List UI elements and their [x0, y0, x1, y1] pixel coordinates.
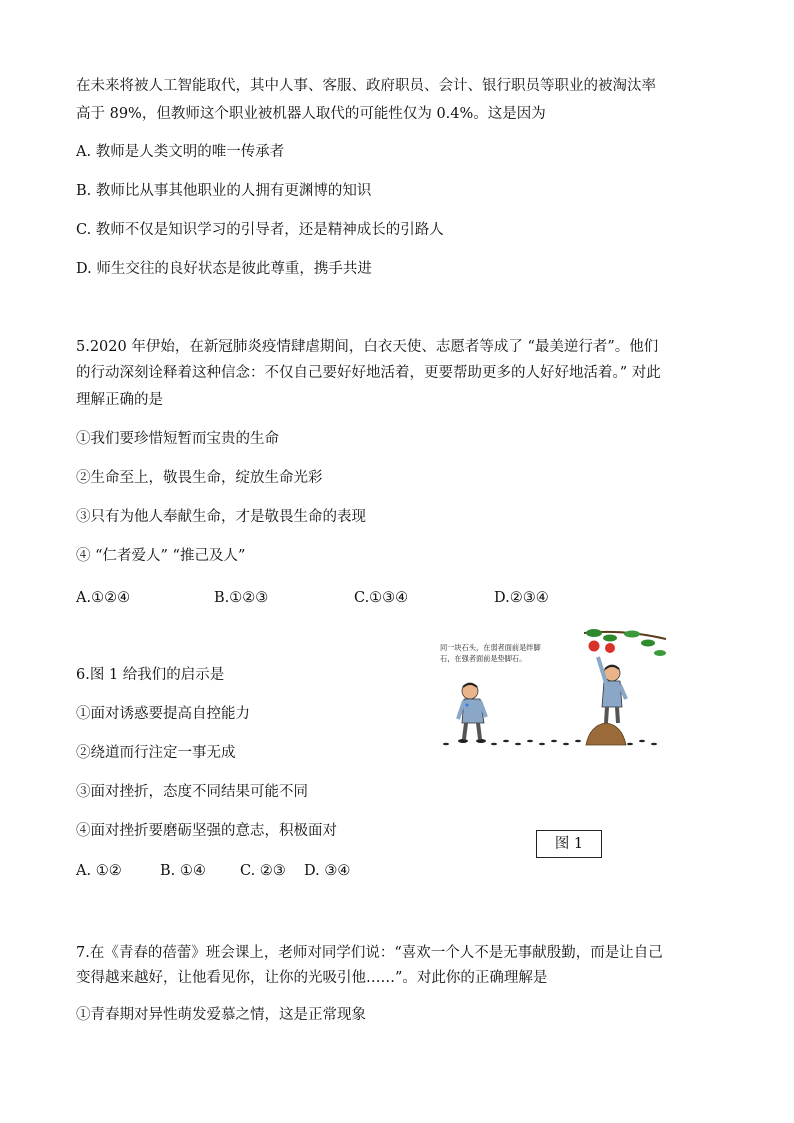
q5-stem-line-3: 理解正确的是 [76, 392, 163, 408]
q6-statement-2: ②绕道而行注定一事无成 [76, 745, 236, 761]
apple-icon [589, 641, 600, 652]
q4-option-c: C. 教师不仅是知识学习的引导者，还是精神成长的引路人 [76, 222, 444, 238]
q5-choice-c: C.①③④ [354, 590, 409, 606]
q4-stem-line-1: 在未来将被人工智能取代，其中人事、客服、政府职员、会计、银行职员等职业的被淘汰率 [76, 78, 656, 94]
figure-caption-line-2: 石，在强者面前是垫脚石。 [440, 654, 527, 663]
q6-statement-1: ①面对诱惑要提高自控能力 [76, 706, 250, 722]
q7-stem-line-1: 7.在《青春的蓓蕾》班会课上，老师对同学们说：“喜欢一个人不是无事献殷勤，而是让自己 [76, 945, 663, 961]
q4-option-d: D. 师生交往的良好状态是彼此尊重，携手共进 [76, 261, 372, 277]
q6-choice-b: B. ①④ [160, 863, 206, 879]
q4-stem-line-2: 高于 89%，但教师这个职业被机器人取代的可能性仅为 0.4%。这是因为 [76, 106, 546, 122]
q6-statement-3: ③面对挫折，态度不同结果可能不同 [76, 784, 308, 800]
q6-statement-4: ④面对挫折要磨砺坚强的意志，积极面对 [76, 823, 337, 839]
q6-choice-a: A. ①② [76, 863, 122, 879]
q5-stem-line-1: 5.2020 年伊始，在新冠肺炎疫情肆虐期间，白衣天使、志愿者等成了 “最美逆行者”。他们 [76, 339, 659, 355]
q5-statement-1: ①我们要珍惜短暂而宝贵的生命 [76, 431, 279, 447]
q5-choice-b: B.①②③ [214, 590, 269, 606]
q6-choice-c: C. ②③ [240, 863, 286, 879]
q5-stem-line-2: 的行动深刻诠释着这种信念：不仅自己要好好地活着，更要帮助更多的人好好地活着。” 对此 [76, 365, 661, 381]
q5-statement-3: ③只有为他人奉献生命，才是敬畏生命的表现 [76, 509, 366, 525]
q6-choice-d: D. ③④ [304, 863, 351, 879]
q5-statement-4: ④ “仁者爱人” “推己及人” [76, 548, 246, 564]
q4-option-a: A. 教师是人类文明的唯一传承者 [76, 144, 285, 160]
q7-statement-1: ①青春期对异性萌发爱慕之情，这是正常现象 [76, 1007, 366, 1023]
figure-1-label: 图 1 [536, 830, 602, 858]
q5-choice-a: A.①②④ [76, 590, 131, 606]
figure-1-illustration [434, 629, 666, 747]
q7-stem-line-2: 变得越来越好，让他看见你，让你的光吸引他……”。对此你的正确理解是 [76, 970, 548, 986]
q4-option-b: B. 教师比从事其他职业的人拥有更渊博的知识 [76, 183, 372, 199]
apple-icon [605, 643, 615, 653]
q5-statement-2: ②生命至上，敬畏生命，绽放生命光彩 [76, 470, 323, 486]
q6-stem: 6.图 1 给我们的启示是 [76, 667, 225, 683]
q5-choice-d: D.②③④ [494, 590, 549, 606]
figure-caption-line-1: 同一块石头，在弱者面前是绊脚 [440, 643, 541, 652]
cartoon-stumbling-stone-image [434, 629, 666, 747]
